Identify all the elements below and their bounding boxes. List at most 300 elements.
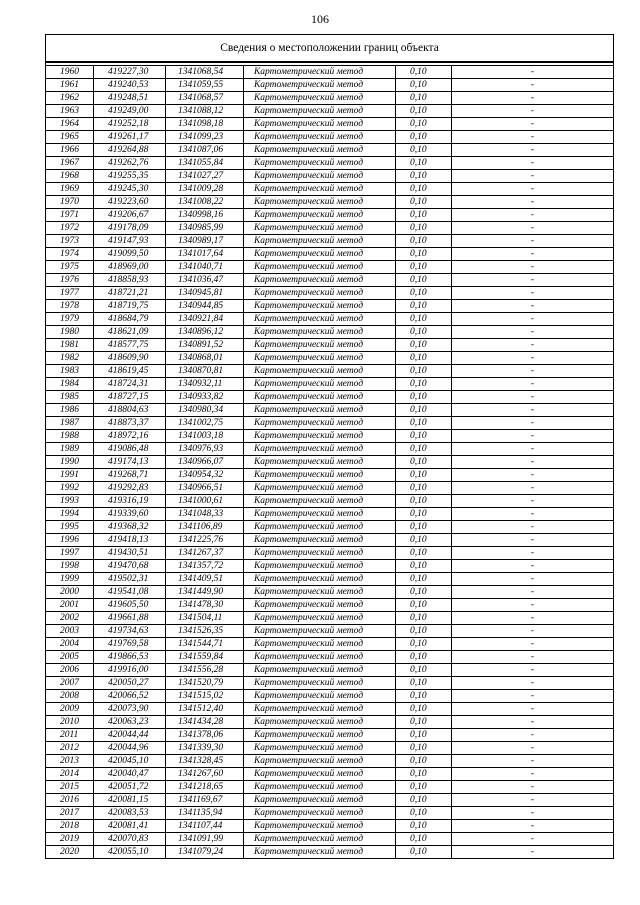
- method-cell: Картометрический метод: [244, 599, 396, 612]
- x-coordinate-cell: 418858,93: [94, 274, 166, 287]
- table-row: [46, 417, 614, 430]
- y-coordinate-cell: 1340944,85: [166, 300, 244, 313]
- x-coordinate-cell: 419227,30: [94, 66, 166, 79]
- method-cell: Картометрический метод: [244, 443, 396, 456]
- note-cell: -: [452, 300, 614, 313]
- precision-cell: 0,10: [396, 300, 452, 313]
- table-row: [46, 157, 614, 170]
- y-coordinate-cell: 1341048,33: [166, 508, 244, 521]
- method-cell: Картометрический метод: [244, 521, 396, 534]
- method-cell: Картометрический метод: [244, 417, 396, 430]
- note-cell: -: [452, 417, 614, 430]
- method-cell: Картометрический метод: [244, 157, 396, 170]
- table-row: [46, 781, 614, 794]
- table-row: [46, 846, 614, 859]
- method-cell: Картометрический метод: [244, 378, 396, 391]
- y-coordinate-cell: 1340966,51: [166, 482, 244, 495]
- x-coordinate-cell: 420073,90: [94, 703, 166, 716]
- method-cell: Картометрический метод: [244, 781, 396, 794]
- y-coordinate-cell: 1341036,47: [166, 274, 244, 287]
- note-cell: -: [452, 144, 614, 157]
- point-number-cell: 1980: [46, 326, 94, 339]
- point-number-cell: 2003: [46, 625, 94, 638]
- y-coordinate-cell: 1341091,99: [166, 833, 244, 846]
- precision-cell: 0,10: [396, 508, 452, 521]
- precision-cell: 0,10: [396, 196, 452, 209]
- point-number-cell: 2019: [46, 833, 94, 846]
- note-cell: -: [452, 79, 614, 92]
- y-coordinate-cell: 1341225,76: [166, 534, 244, 547]
- precision-cell: 0,10: [396, 131, 452, 144]
- precision-cell: 0,10: [396, 391, 452, 404]
- precision-cell: 0,10: [396, 443, 452, 456]
- precision-cell: 0,10: [396, 833, 452, 846]
- point-number-cell: 1984: [46, 378, 94, 391]
- note-cell: -: [452, 222, 614, 235]
- table-row: [46, 92, 614, 105]
- method-cell: Картометрический метод: [244, 196, 396, 209]
- table-row: [46, 586, 614, 599]
- note-cell: -: [452, 560, 614, 573]
- table-row: [46, 612, 614, 625]
- point-number-cell: 1985: [46, 391, 94, 404]
- note-cell: -: [452, 638, 614, 651]
- point-number-cell: 2008: [46, 690, 94, 703]
- precision-cell: 0,10: [396, 820, 452, 833]
- point-number-cell: 2013: [46, 755, 94, 768]
- note-cell: -: [452, 235, 614, 248]
- table-row: [46, 261, 614, 274]
- point-number-cell: 1981: [46, 339, 94, 352]
- method-cell: Картометрический метод: [244, 573, 396, 586]
- point-number-cell: 1998: [46, 560, 94, 573]
- note-cell: -: [452, 625, 614, 638]
- y-coordinate-cell: 1341106,89: [166, 521, 244, 534]
- x-coordinate-cell: 419661,88: [94, 612, 166, 625]
- y-coordinate-cell: 1340945,81: [166, 287, 244, 300]
- y-coordinate-cell: 1341040,71: [166, 261, 244, 274]
- x-coordinate-cell: 420081,15: [94, 794, 166, 807]
- note-cell: -: [452, 781, 614, 794]
- table-row: [46, 404, 614, 417]
- table-row: [46, 365, 614, 378]
- point-number-cell: 2006: [46, 664, 94, 677]
- precision-cell: 0,10: [396, 768, 452, 781]
- y-coordinate-cell: 1341339,30: [166, 742, 244, 755]
- precision-cell: 0,10: [396, 183, 452, 196]
- y-coordinate-cell: 1341008,22: [166, 196, 244, 209]
- table-row: [46, 131, 614, 144]
- precision-cell: 0,10: [396, 690, 452, 703]
- y-coordinate-cell: 1341099,23: [166, 131, 244, 144]
- table-row: [46, 235, 614, 248]
- y-coordinate-cell: 1341520,79: [166, 677, 244, 690]
- precision-cell: 0,10: [396, 352, 452, 365]
- x-coordinate-cell: 419268,71: [94, 469, 166, 482]
- point-number-cell: 2020: [46, 846, 94, 859]
- note-cell: -: [452, 833, 614, 846]
- method-cell: Картометрический метод: [244, 66, 396, 79]
- x-coordinate-cell: 420051,72: [94, 781, 166, 794]
- table-row: [46, 599, 614, 612]
- note-cell: -: [452, 482, 614, 495]
- note-cell: -: [452, 573, 614, 586]
- x-coordinate-cell: 419264,88: [94, 144, 166, 157]
- x-coordinate-cell: 419206,67: [94, 209, 166, 222]
- precision-cell: 0,10: [396, 807, 452, 820]
- method-cell: Картометрический метод: [244, 287, 396, 300]
- method-cell: Картометрический метод: [244, 170, 396, 183]
- y-coordinate-cell: 1341218,65: [166, 781, 244, 794]
- note-cell: -: [452, 547, 614, 560]
- table-row: [46, 443, 614, 456]
- note-cell: -: [452, 651, 614, 664]
- precision-cell: 0,10: [396, 560, 452, 573]
- table-row: [46, 118, 614, 131]
- table-row: [46, 495, 614, 508]
- note-cell: -: [452, 352, 614, 365]
- table-title-row: [46, 35, 614, 63]
- table-row: [46, 170, 614, 183]
- method-cell: Картометрический метод: [244, 651, 396, 664]
- method-cell: Картометрический метод: [244, 716, 396, 729]
- point-number-cell: 2017: [46, 807, 94, 820]
- precision-cell: 0,10: [396, 339, 452, 352]
- note-cell: -: [452, 703, 614, 716]
- note-cell: -: [452, 430, 614, 443]
- precision-cell: 0,10: [396, 170, 452, 183]
- method-cell: Картометрический метод: [244, 209, 396, 222]
- y-coordinate-cell: 1340985,99: [166, 222, 244, 235]
- method-cell: Картометрический метод: [244, 313, 396, 326]
- note-cell: -: [452, 391, 614, 404]
- x-coordinate-cell: 418684,79: [94, 313, 166, 326]
- y-coordinate-cell: 1341544,71: [166, 638, 244, 651]
- method-cell: Картометрический метод: [244, 534, 396, 547]
- precision-cell: 0,10: [396, 118, 452, 131]
- x-coordinate-cell: 420044,44: [94, 729, 166, 742]
- x-coordinate-cell: 419178,09: [94, 222, 166, 235]
- x-coordinate-cell: 419470,68: [94, 560, 166, 573]
- x-coordinate-cell: 420055,10: [94, 846, 166, 859]
- point-number-cell: 1987: [46, 417, 94, 430]
- point-number-cell: 1999: [46, 573, 94, 586]
- table-row: [46, 703, 614, 716]
- note-cell: -: [452, 664, 614, 677]
- precision-cell: 0,10: [396, 261, 452, 274]
- x-coordinate-cell: 419368,32: [94, 521, 166, 534]
- y-coordinate-cell: 1341328,45: [166, 755, 244, 768]
- method-cell: Картометрический метод: [244, 79, 396, 92]
- page-number: 106: [311, 12, 329, 26]
- method-cell: Картометрический метод: [244, 352, 396, 365]
- x-coordinate-cell: 419240,53: [94, 79, 166, 92]
- precision-cell: 0,10: [396, 313, 452, 326]
- table-row: [46, 274, 614, 287]
- point-number-cell: 2000: [46, 586, 94, 599]
- point-number-cell: 1990: [46, 456, 94, 469]
- y-coordinate-cell: 1341526,35: [166, 625, 244, 638]
- table-row: [46, 222, 614, 235]
- y-coordinate-cell: 1341515,02: [166, 690, 244, 703]
- x-coordinate-cell: 418609,90: [94, 352, 166, 365]
- precision-cell: 0,10: [396, 235, 452, 248]
- point-number-cell: 1983: [46, 365, 94, 378]
- precision-cell: 0,10: [396, 430, 452, 443]
- point-number-cell: 2004: [46, 638, 94, 651]
- table-row: [46, 547, 614, 560]
- point-number-cell: 1979: [46, 313, 94, 326]
- precision-cell: 0,10: [396, 573, 452, 586]
- x-coordinate-cell: 419502,31: [94, 573, 166, 586]
- table-row: [46, 807, 614, 820]
- method-cell: Картометрический метод: [244, 846, 396, 859]
- x-coordinate-cell: 419418,13: [94, 534, 166, 547]
- x-coordinate-cell: 419916,00: [94, 664, 166, 677]
- note-cell: -: [452, 820, 614, 833]
- point-number-cell: 2005: [46, 651, 94, 664]
- precision-cell: 0,10: [396, 521, 452, 534]
- x-coordinate-cell: 419174,13: [94, 456, 166, 469]
- x-coordinate-cell: 420044,96: [94, 742, 166, 755]
- precision-cell: 0,10: [396, 625, 452, 638]
- point-number-cell: 2002: [46, 612, 94, 625]
- x-coordinate-cell: 419099,50: [94, 248, 166, 261]
- y-coordinate-cell: 1341559,84: [166, 651, 244, 664]
- table-row: [46, 248, 614, 261]
- note-cell: -: [452, 196, 614, 209]
- note-cell: -: [452, 677, 614, 690]
- method-cell: Картометрический метод: [244, 703, 396, 716]
- note-cell: -: [452, 170, 614, 183]
- method-cell: Картометрический метод: [244, 430, 396, 443]
- x-coordinate-cell: 419866,53: [94, 651, 166, 664]
- x-coordinate-cell: 420066,52: [94, 690, 166, 703]
- table-row: [46, 794, 614, 807]
- x-coordinate-cell: 420070,83: [94, 833, 166, 846]
- note-cell: -: [452, 586, 614, 599]
- precision-cell: 0,10: [396, 365, 452, 378]
- precision-cell: 0,10: [396, 742, 452, 755]
- note-cell: -: [452, 729, 614, 742]
- table-row: [46, 508, 614, 521]
- point-number-cell: 1986: [46, 404, 94, 417]
- point-number-cell: 1996: [46, 534, 94, 547]
- point-number-cell: 1960: [46, 66, 94, 79]
- point-number-cell: 2015: [46, 781, 94, 794]
- precision-cell: 0,10: [396, 287, 452, 300]
- y-coordinate-cell: 1341267,37: [166, 547, 244, 560]
- table-row: [46, 430, 614, 443]
- method-cell: Картометрический метод: [244, 638, 396, 651]
- point-number-cell: 2018: [46, 820, 94, 833]
- table-row: [46, 456, 614, 469]
- x-coordinate-cell: 418972,16: [94, 430, 166, 443]
- y-coordinate-cell: 1340966,07: [166, 456, 244, 469]
- precision-cell: 0,10: [396, 417, 452, 430]
- y-coordinate-cell: 1341068,54: [166, 66, 244, 79]
- point-number-cell: 1968: [46, 170, 94, 183]
- method-cell: Картометрический метод: [244, 222, 396, 235]
- table-row: [46, 729, 614, 742]
- precision-cell: 0,10: [396, 105, 452, 118]
- note-cell: -: [452, 469, 614, 482]
- precision-cell: 0,10: [396, 404, 452, 417]
- note-cell: -: [452, 443, 614, 456]
- method-cell: Картометрический метод: [244, 365, 396, 378]
- precision-cell: 0,10: [396, 664, 452, 677]
- y-coordinate-cell: 1341003,18: [166, 430, 244, 443]
- table-row: [46, 482, 614, 495]
- note-cell: -: [452, 807, 614, 820]
- method-cell: Картометрический метод: [244, 677, 396, 690]
- method-cell: Картометрический метод: [244, 326, 396, 339]
- precision-cell: 0,10: [396, 157, 452, 170]
- note-cell: -: [452, 612, 614, 625]
- y-coordinate-cell: 1341378,06: [166, 729, 244, 742]
- method-cell: Картометрический метод: [244, 235, 396, 248]
- point-number-cell: 1989: [46, 443, 94, 456]
- x-coordinate-cell: 419734,63: [94, 625, 166, 638]
- x-coordinate-cell: 419605,50: [94, 599, 166, 612]
- method-cell: Картометрический метод: [244, 248, 396, 261]
- precision-cell: 0,10: [396, 547, 452, 560]
- method-cell: Картометрический метод: [244, 144, 396, 157]
- y-coordinate-cell: 1340998,16: [166, 209, 244, 222]
- point-number-cell: 1977: [46, 287, 94, 300]
- precision-cell: 0,10: [396, 495, 452, 508]
- x-coordinate-cell: 419316,19: [94, 495, 166, 508]
- y-coordinate-cell: 1341478,30: [166, 599, 244, 612]
- y-coordinate-cell: 1341088,12: [166, 105, 244, 118]
- point-number-cell: 1993: [46, 495, 94, 508]
- y-coordinate-cell: 1341087,06: [166, 144, 244, 157]
- note-cell: -: [452, 313, 614, 326]
- x-coordinate-cell: 419339,60: [94, 508, 166, 521]
- method-cell: Картометрический метод: [244, 820, 396, 833]
- precision-cell: 0,10: [396, 716, 452, 729]
- point-number-cell: 1969: [46, 183, 94, 196]
- table-row: [46, 378, 614, 391]
- method-cell: Картометрический метод: [244, 690, 396, 703]
- table-row: [46, 755, 614, 768]
- point-number-cell: 2016: [46, 794, 94, 807]
- note-cell: -: [452, 508, 614, 521]
- x-coordinate-cell: 418727,15: [94, 391, 166, 404]
- note-cell: -: [452, 690, 614, 703]
- method-cell: Картометрический метод: [244, 118, 396, 131]
- x-coordinate-cell: 420040,47: [94, 768, 166, 781]
- x-coordinate-cell: 418724,31: [94, 378, 166, 391]
- method-cell: Картометрический метод: [244, 586, 396, 599]
- method-cell: Картометрический метод: [244, 807, 396, 820]
- note-cell: -: [452, 755, 614, 768]
- table-row: [46, 625, 614, 638]
- point-number-cell: 1963: [46, 105, 94, 118]
- note-cell: -: [452, 131, 614, 144]
- precision-cell: 0,10: [396, 703, 452, 716]
- table-row: [46, 209, 614, 222]
- point-number-cell: 1992: [46, 482, 94, 495]
- precision-cell: 0,10: [396, 482, 452, 495]
- y-coordinate-cell: 1341556,28: [166, 664, 244, 677]
- point-number-cell: 1997: [46, 547, 94, 560]
- x-coordinate-cell: 419292,83: [94, 482, 166, 495]
- y-coordinate-cell: 1341107,44: [166, 820, 244, 833]
- note-cell: -: [452, 495, 614, 508]
- y-coordinate-cell: 1341059,55: [166, 79, 244, 92]
- table-row: [46, 833, 614, 846]
- x-coordinate-cell: 418619,45: [94, 365, 166, 378]
- note-cell: -: [452, 183, 614, 196]
- method-cell: Картометрический метод: [244, 482, 396, 495]
- method-cell: Картометрический метод: [244, 794, 396, 807]
- precision-cell: 0,10: [396, 638, 452, 651]
- point-number-cell: 2010: [46, 716, 94, 729]
- table-row: [46, 313, 614, 326]
- method-cell: Картометрический метод: [244, 612, 396, 625]
- x-coordinate-cell: 419262,76: [94, 157, 166, 170]
- x-coordinate-cell: 420081,41: [94, 820, 166, 833]
- precision-cell: 0,10: [396, 469, 452, 482]
- point-number-cell: 2009: [46, 703, 94, 716]
- method-cell: Картометрический метод: [244, 768, 396, 781]
- x-coordinate-cell: 419147,93: [94, 235, 166, 248]
- note-cell: -: [452, 261, 614, 274]
- note-cell: -: [452, 794, 614, 807]
- note-cell: -: [452, 248, 614, 261]
- table-row: [46, 79, 614, 92]
- y-coordinate-cell: 1341512,40: [166, 703, 244, 716]
- note-cell: -: [452, 846, 614, 859]
- method-cell: Картометрический метод: [244, 495, 396, 508]
- x-coordinate-cell: 418621,09: [94, 326, 166, 339]
- precision-cell: 0,10: [396, 729, 452, 742]
- method-cell: Картометрический метод: [244, 300, 396, 313]
- y-coordinate-cell: 1341169,67: [166, 794, 244, 807]
- table-row: [46, 287, 614, 300]
- point-number-cell: 2007: [46, 677, 94, 690]
- table-row: [46, 391, 614, 404]
- precision-cell: 0,10: [396, 677, 452, 690]
- note-cell: -: [452, 534, 614, 547]
- table-row: [46, 144, 614, 157]
- table-row: [46, 326, 614, 339]
- note-cell: -: [452, 599, 614, 612]
- y-coordinate-cell: 1341027,27: [166, 170, 244, 183]
- note-cell: -: [452, 768, 614, 781]
- precision-cell: 0,10: [396, 651, 452, 664]
- note-cell: -: [452, 105, 614, 118]
- x-coordinate-cell: 418721,21: [94, 287, 166, 300]
- note-cell: -: [452, 157, 614, 170]
- table-row: [46, 560, 614, 573]
- table-title: Сведения о местоположении границ объекта: [46, 35, 614, 63]
- x-coordinate-cell: 419086,48: [94, 443, 166, 456]
- note-cell: -: [452, 209, 614, 222]
- y-coordinate-cell: 1340870,81: [166, 365, 244, 378]
- x-coordinate-cell: 418873,37: [94, 417, 166, 430]
- method-cell: Картометрический метод: [244, 560, 396, 573]
- precision-cell: 0,10: [396, 66, 452, 79]
- point-number-cell: 1991: [46, 469, 94, 482]
- table-row: [46, 521, 614, 534]
- point-number-cell: 1962: [46, 92, 94, 105]
- precision-cell: 0,10: [396, 456, 452, 469]
- method-cell: Картометрический метод: [244, 729, 396, 742]
- note-cell: -: [452, 742, 614, 755]
- note-cell: -: [452, 404, 614, 417]
